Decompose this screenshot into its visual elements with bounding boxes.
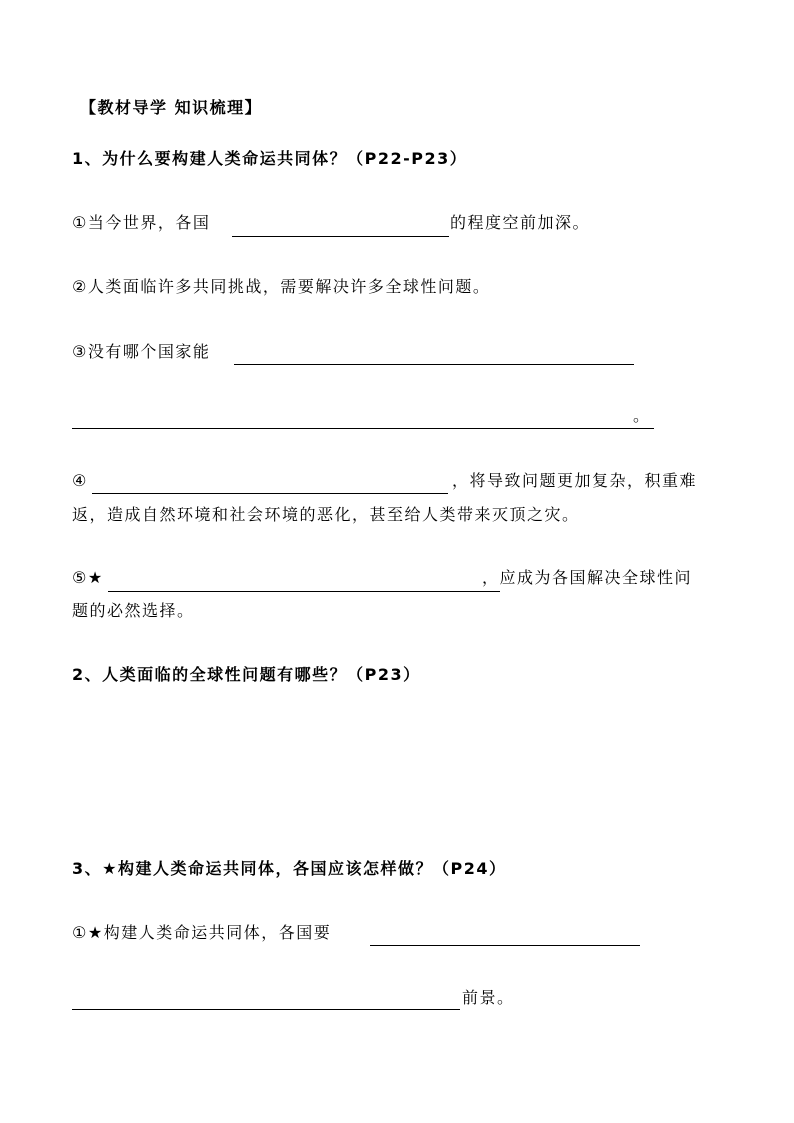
q1-item3-prefix: ③没有哪个国家能 [72,342,211,361]
q1-item1-prefix: ①当今世界，各国 [72,213,211,232]
q1-item4-blank[interactable] [92,493,448,494]
q1-item5-blank[interactable] [108,591,500,592]
q1-item3-blank-line1[interactable] [234,364,634,365]
q1-item2: ②人类面临许多共同挑战，需要解决许多全球性问题。 [72,277,491,296]
q1-item4-suffix: ，将导致问题更加复杂，积重难 [452,471,698,490]
q3-item1-prefix: ①★构建人类命运共同体，各国要 [72,923,332,942]
question-3-title: 3、★构建人类命运共同体，各国应该怎样做？（P24） [72,859,507,878]
q1-item5-suffix: ，应成为各国解决全球性问 [482,568,693,587]
q1-item1-suffix: 的程度空前加深。 [450,213,591,232]
q1-item4-marker: ④ [72,471,88,490]
q1-item3-blank-line2[interactable] [72,428,654,429]
q3-item1-end: 前景。 [462,988,515,1007]
q1-item5-line2: 题的必然选择。 [72,601,195,620]
question-2-title: 2、人类面临的全球性问题有哪些？（P23） [72,665,421,684]
q1-item3-end: 。 [633,406,651,425]
q1-item1-blank[interactable] [232,236,449,237]
q1-item5-marker: ⑤★ [72,568,104,587]
q3-item1-blank-line2[interactable] [72,1009,460,1010]
section-header: 【教材导学 知识梳理】 [80,98,263,117]
q1-item4-line2: 返，造成自然环境和社会环境的恶化，甚至给人类带来灭顶之灾。 [72,505,580,524]
question-1-title: 1、为什么要构建人类命运共同体？（P22-P23） [72,149,468,168]
q3-item1-blank-line1[interactable] [370,945,640,946]
